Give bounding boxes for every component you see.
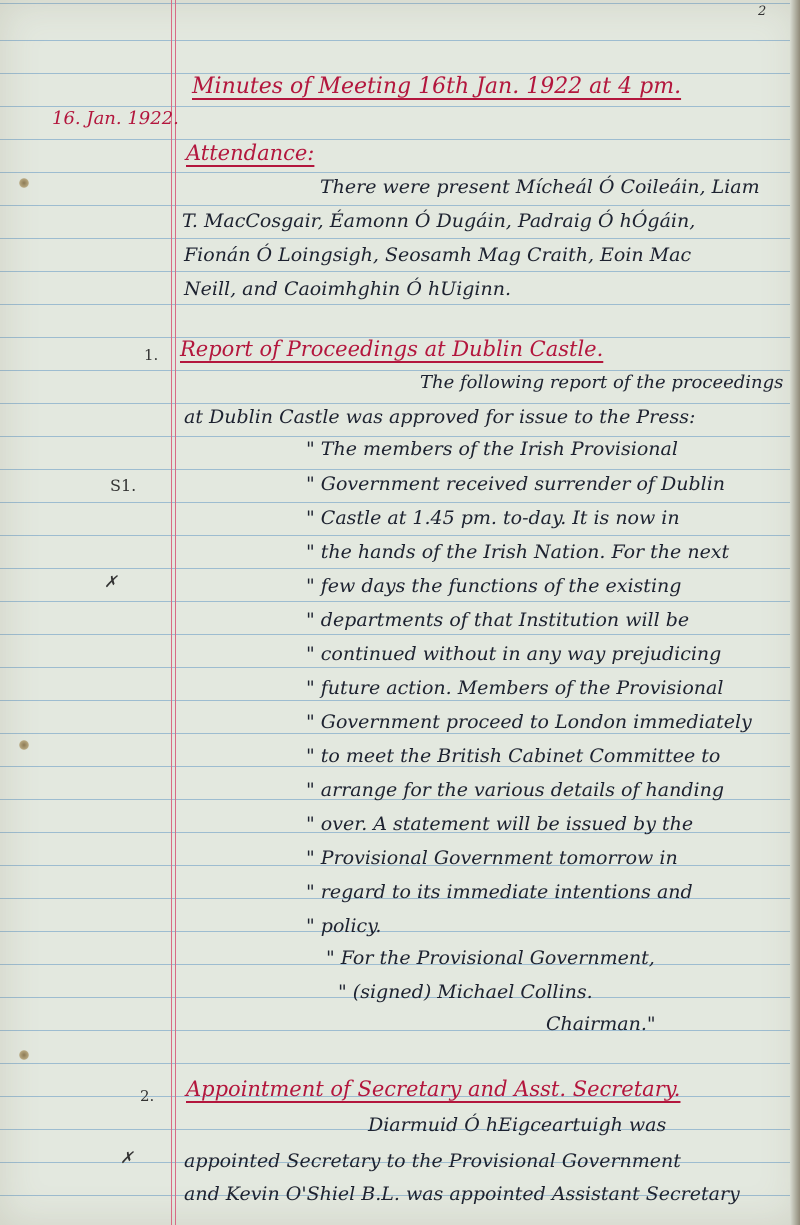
item-number-2: 2. bbox=[140, 1087, 155, 1105]
margin-code-s1: S1. bbox=[110, 476, 137, 495]
binding-hole bbox=[19, 1050, 29, 1060]
report-line: " Castle at 1.45 pm. to-day. It is now in bbox=[306, 507, 680, 529]
report-line: at Dublin Castle was approved for issue to the Press: bbox=[184, 406, 696, 428]
appointment-line: Diarmuid Ó hEigceartuigh was bbox=[368, 1114, 667, 1136]
report-line: " to meet the British Cabinet Committee to bbox=[306, 745, 721, 767]
report-line: " (signed) Michael Collins. bbox=[338, 981, 593, 1003]
report-line: " Government received surrender of Dublin bbox=[306, 473, 726, 495]
appointment-heading: Appointment of Secretary and Asst. Secretary. bbox=[186, 1077, 681, 1101]
binding-hole bbox=[19, 178, 29, 188]
report-line: " departments of that Institution will be bbox=[306, 609, 690, 631]
attendance-line: Fionán Ó Loingsigh, Seosamh Mag Craith, Eoin Mac bbox=[184, 244, 692, 266]
margin-rule-left bbox=[171, 0, 172, 1225]
report-line: " Provisional Government tomorrow in bbox=[306, 847, 678, 869]
attendance-line: There were present Mícheál Ó Coileáin, Liam bbox=[320, 176, 760, 198]
report-line: " policy. bbox=[306, 915, 382, 937]
minutes-title: Minutes of Meeting 16th Jan. 1922 at 4 pm. bbox=[192, 74, 682, 99]
page-number: 2 bbox=[758, 4, 767, 19]
appointment-line: appointed Secretary to the Provisional Government bbox=[184, 1150, 681, 1172]
report-line: " The members of the Irish Provisional bbox=[306, 438, 678, 460]
report-line: " the hands of the Irish Nation. For the next bbox=[306, 541, 730, 563]
report-line: " regard to its immediate intentions and bbox=[306, 881, 693, 903]
attendance-line: T. MacCosgair, Éamonn Ó Dugáin, Padraig Ó hÓgáin, bbox=[182, 210, 696, 232]
appointment-line: and Kevin O'Shiel B.L. was appointed Assistant Secretary bbox=[184, 1183, 740, 1205]
margin-rule-right bbox=[175, 0, 176, 1225]
margin-date: 16. Jan. 1922. bbox=[52, 108, 179, 129]
attendance-line: Neill, and Caoimhghin Ó hUiginn. bbox=[184, 278, 512, 300]
report-line: " Government proceed to London immediately bbox=[306, 711, 752, 733]
report-line: Chairman." bbox=[546, 1013, 656, 1035]
report-line: " over. A statement will be issued by the bbox=[306, 813, 694, 835]
cross-mark-icon: ✗ bbox=[120, 1148, 134, 1167]
report-line: " future action. Members of the Provisional bbox=[306, 677, 724, 699]
report-line: The following report of the proceedings bbox=[420, 372, 784, 393]
report-line: " arrange for the various details of handing bbox=[306, 779, 724, 801]
report-line: " continued without in any way prejudicing bbox=[306, 643, 722, 665]
report-line: " few days the functions of the existing bbox=[306, 575, 682, 597]
page-edge-shadow bbox=[790, 0, 800, 1225]
cross-mark-icon: ✗ bbox=[104, 572, 118, 591]
item-number-1: 1. bbox=[144, 346, 159, 364]
report-heading: Report of Proceedings at Dublin Castle. bbox=[180, 337, 604, 361]
report-line: " For the Provisional Government, bbox=[326, 947, 655, 969]
attendance-heading: Attendance: bbox=[186, 141, 315, 165]
binding-hole bbox=[19, 740, 29, 750]
